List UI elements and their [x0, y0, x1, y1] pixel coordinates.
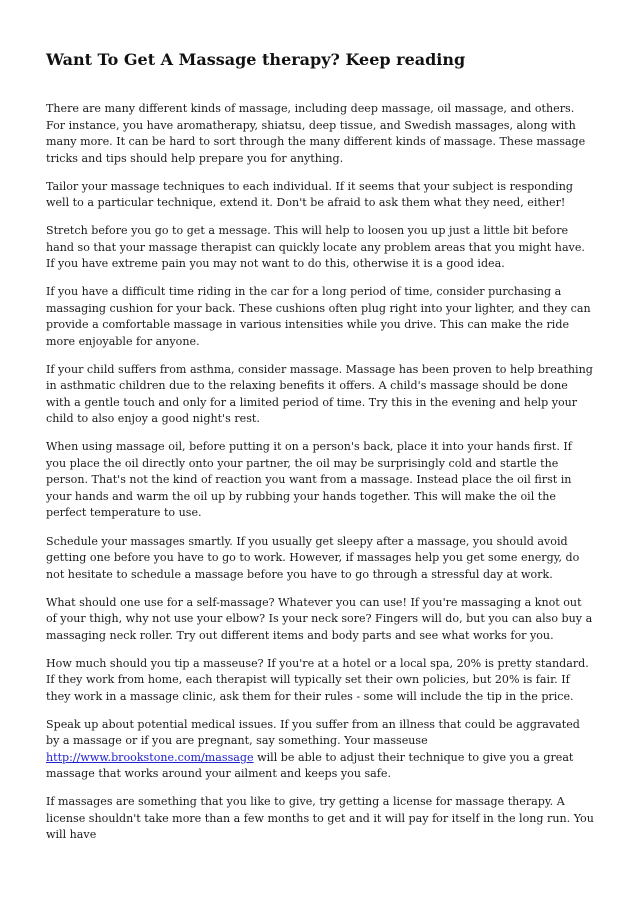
medical-text-after: will be able to adjust their technique to give you a great massage that works around your ailment and keeps you safe.: [46, 750, 574, 781]
document-page: [46, 48, 594, 856]
paragraph-car-cushion: If you have a difficult time riding in the car for a long period of time, consider purchasing a massaging cushion for your back. These cushions often plug right into your lighter, and they can provide a comfortable massage in various intensities while you drive. This can make the ride more enjoyable for anyone.: [46, 285, 591, 348]
paragraph-tailor-techniques: Tailor your massage techniques to each individual. If it seems that your subject is responding well to a particular technique, extend it. Don't be afraid to ask them what they need, either!: [46, 179, 573, 210]
paragraph-schedule: Schedule your massages smartly. If you usually get sleepy after a massage, you should avoid getting one before you have to go to work. However, if massages help you get some energy, do not hesitate to schedule a massage before you have to go through a stressful day at work.: [46, 534, 580, 581]
paragraph-asthma: If your child suffers from asthma, consider massage. Massage has been proven to help breathing in asthmatic children due to the relaxing benefits it offers. A child's massage should be done with a gentle touch and only for a limited period of time. Try this in the evening and help your child to also enjoy a good night's rest.: [46, 362, 593, 426]
paragraph-self-massage: What should one use for a self-massage? Whatever you can use! If you're massaging a knot out of your thigh, why not use your elbow? Is your neck sore? Fingers will do, but you can also buy a massaging neck roller. Try out different items and body parts and see what works for you.: [46, 595, 593, 642]
paragraph-tipping: How much should you tip a masseuse? If you're at a hotel or a local spa, 20% is pretty standard. If they work from home, each therapist will typically set their own policies, but 20% is fair. If they work in a massage clinic, ask them for their rules - some will include the tip in the price.: [46, 656, 589, 703]
medical-text-before: Speak up about potential medical issues. If you suffer from an illness that could be aggravated by a massage or if you are pregnant, say something. Your masseuse: [46, 717, 580, 748]
paragraph-massage-oil: When using massage oil, before putting it on a person's back, place it into your hands first. If you place the oil directly onto your partner, the oil may be surprisingly cold and startle the person. That's not the kind of reaction you want from a massage. Instead place the oil first in your hands and warm the oil up by rubbing your hands together. This will make the oil the perfect temperature to use.: [46, 440, 572, 520]
document-title: Want To Get A Massage therapy? Keep reading: [46, 50, 466, 69]
paragraph-stretch: Stretch before you go to get a message. This will help to loosen you up just a little bit before hand so that your massage therapist can quickly locate any problem areas that you might have. If you have extreme pain you may not want to do this, otherwise it is a good idea.: [46, 224, 585, 271]
paragraph-license: If massages are something that you like to give, try getting a license for massage therapy. A license shouldn't take more than a few months to get and it will pay for itself in the long run. You will have: [46, 795, 594, 842]
paragraph-medical-issues: [46, 717, 594, 783]
paragraph-massage-kinds: There are many different kinds of massage, including deep massage, oil massage, and others. For instance, you have aromatherapy, shiatsu, deep tissue, and Swedish massages, along with many more. It can be hard to sort through the many different kinds of massage. These massage tricks and tips should help prepare you for anything.: [46, 102, 586, 165]
brookstone-link[interactable]: http://www.brookstone.com/massage: [46, 750, 254, 764]
